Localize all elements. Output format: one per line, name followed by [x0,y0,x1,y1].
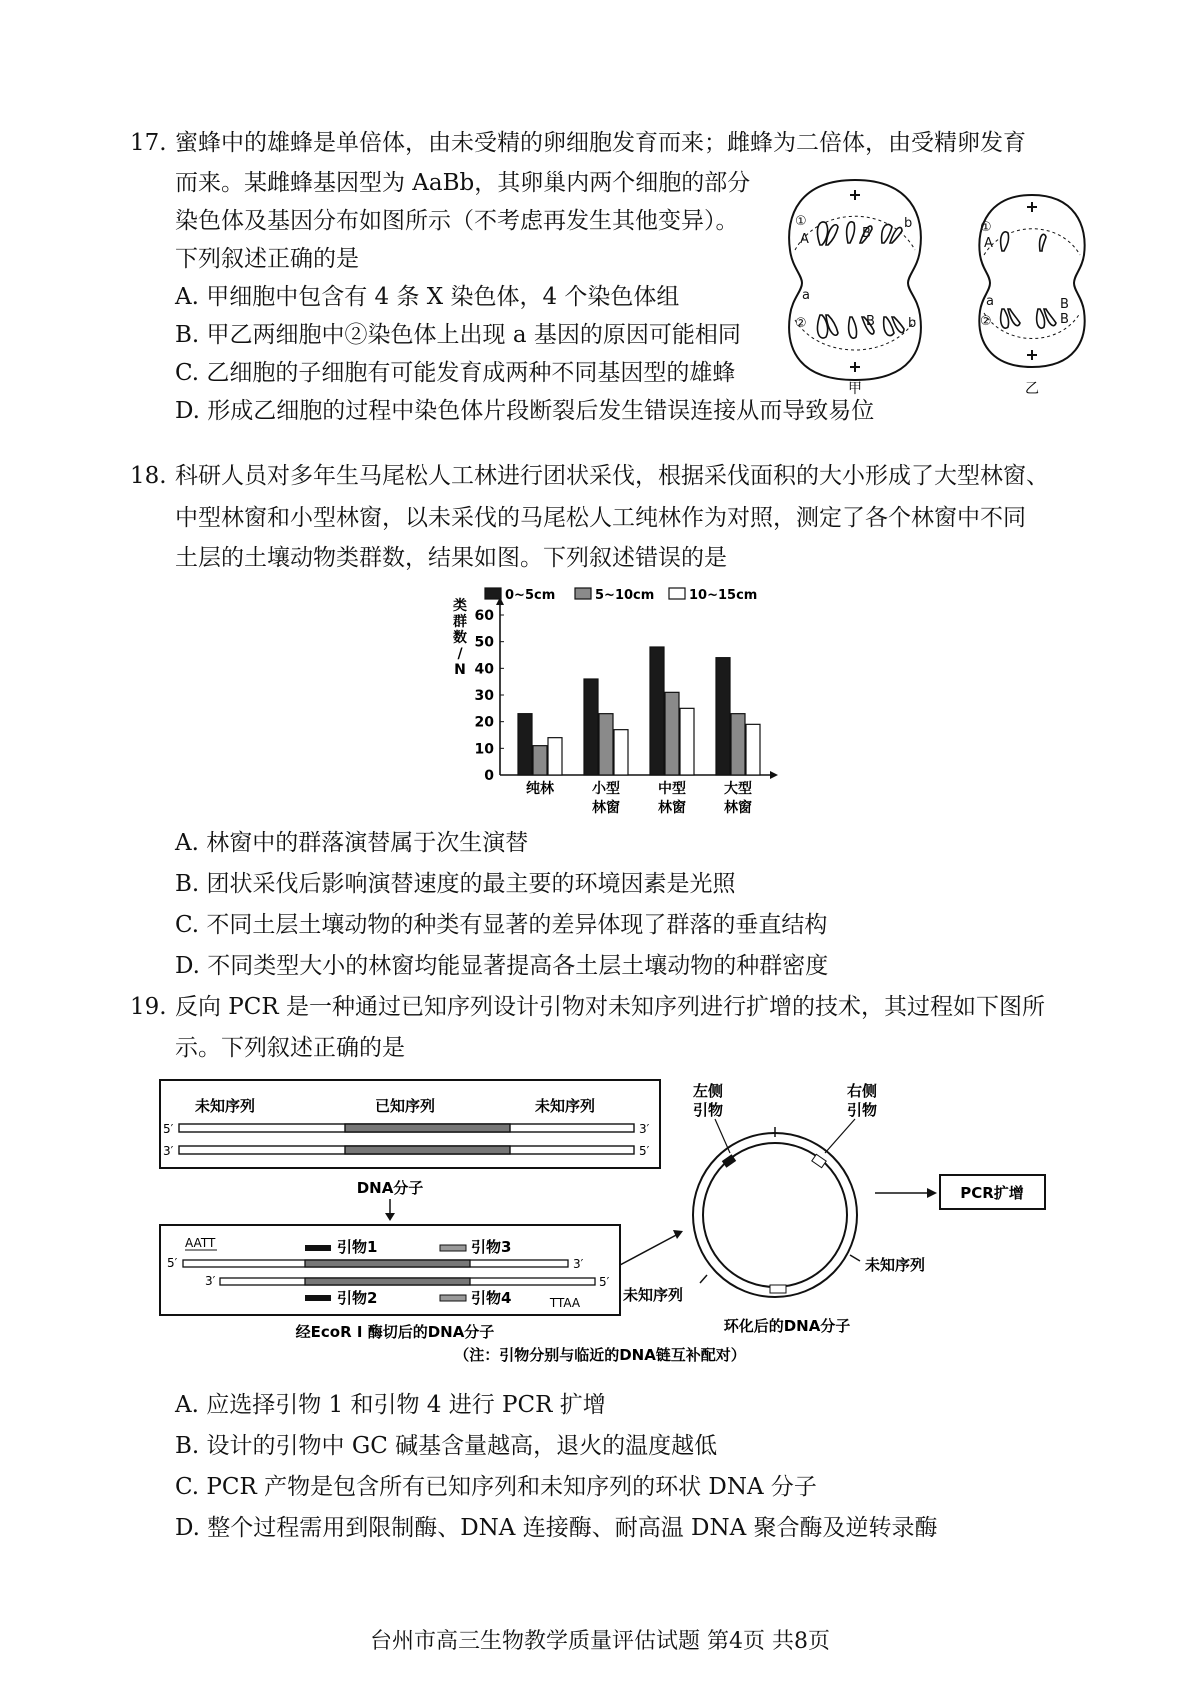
bar [665,692,679,775]
bar [533,746,547,775]
y-tick-label: 0 [484,768,494,784]
aatt-label: AATT [185,1236,216,1250]
page-footer: 台州市高三生物教学质量评估试题 第4页 共8页 [370,1629,830,1654]
primer-1-mark [305,1245,331,1251]
question-18-stem-line: 中型林窗和小型林窗，以未采伐的马尾松人工纯林作为对照，测定了各个林窗中不同 [175,505,1026,531]
x-axis-arrow [770,771,778,779]
right-primer-label-1: 右侧 [847,1082,878,1100]
unknown-seq-right-label: 未知序列 [534,1097,596,1115]
question-19-option-b: B. 设计的引物中 GC 碱基含量越高，退火的温度越低 [175,1433,718,1459]
gene-a: a [802,288,810,303]
soil-animal-bar-chart [440,580,820,820]
bar [716,658,730,775]
question-17-stem-line: 染色体及基因分布如图所示（不考虑再发生其他变异）。 [175,208,739,234]
legend-swatch [669,588,685,599]
gene-A: A [984,236,993,251]
question-17-option-a: A. 甲细胞中包含有 4 条 X 染色体，4 个染色体组 [175,284,680,310]
question-19-option-c: C. PCR 产物是包含所有已知序列和未知序列的环状 DNA 分子 [175,1474,817,1500]
cell-yi-label: 乙 [1025,381,1039,397]
primer-2-mark [305,1295,331,1301]
y-axis-label: 群 [453,614,467,630]
legend-label: 5~10cm [595,588,655,603]
gene-b: b [908,316,917,331]
question-18-stem-line: 科研人员对多年生马尾松人工林进行团状采伐，根据采伐面积的大小形成了大型林窗、 [175,463,1049,489]
question-17-number: 17. [130,130,167,156]
cell-jia-label: 甲 [848,381,862,397]
left-primer-label-1: 左侧 [693,1082,724,1100]
circular-dna-outer [693,1133,857,1297]
question-17-stem-line: 蜜蜂中的雄蜂是单倍体，由未受精的卵细胞发育而来；雌蜂为二倍体，由受精卵发育 [175,130,1026,156]
x-tick-label: 林窗 [658,800,686,816]
gene-b: b [904,216,913,231]
primer-4-mark [440,1295,466,1301]
ring-unknown-left-label: 未知序列 [623,1286,684,1304]
ring-junction [770,1285,786,1293]
question-18-option-d: D. 不同类型大小的林窗均能显著提高各土层土壤动物的种群密度 [175,953,829,979]
x-tick-label: 小型 [592,781,620,797]
left-primer-label-2: 引物 [693,1101,724,1119]
x-tick-label: 纯林 [526,781,554,797]
primer-1-label: 引物1 [337,1238,378,1256]
svg-text:5′: 5′ [163,1122,174,1136]
mark-1: ① [980,220,992,235]
cut-dna-label: 经EcoR I 酶切后的DNA分子 [295,1323,495,1341]
x-tick-label: 林窗 [592,800,620,816]
bar [614,730,628,775]
question-17-option-b: B. 甲乙两细胞中②染色体上出现 a 基因的原因可能相同 [175,322,741,348]
y-tick-label: 30 [474,688,494,704]
svg-text:3′: 3′ [205,1274,216,1288]
unknown-seq-left-label: 未知序列 [194,1097,256,1115]
bar [548,738,562,775]
question-18-number: 18. [130,463,167,489]
reverse-pcr-figure [155,1075,1075,1365]
gene-B: B [862,226,871,241]
primer-3-label: 引物3 [471,1238,512,1256]
y-tick-label: 50 [474,634,494,651]
cell-division-figure [780,175,1090,400]
svg-text:5′: 5′ [599,1275,610,1289]
y-tick-label: 10 [474,741,494,758]
known-segment [345,1124,510,1132]
gene-A: A [800,232,809,247]
right-primer-mark [812,1154,826,1167]
legend-label: 0~5cm [505,588,556,603]
ring-label: 环化后的DNA分子 [723,1317,851,1335]
y-tick-label: 40 [474,661,494,678]
bar [599,714,613,775]
y-axis-label: 数 [453,630,467,646]
ring-unknown-right-label: 未知序列 [865,1256,926,1274]
question-17-option-d: D. 形成乙细胞的过程中染色体片段断裂后发生错误连接从而导致易位 [175,398,875,424]
dna-molecule-label: DNA分子 [356,1179,424,1197]
y-tick-label: 60 [474,608,494,624]
gene-B: B [1060,312,1069,327]
question-19-stem-line: 示。下列叙述正确的是 [175,1035,405,1061]
svg-text:3′: 3′ [573,1257,584,1271]
question-17-option-c: C. 乙细胞的子细胞有可能发育成两种不同基因型的雄蜂 [175,360,736,386]
question-18-option-c: C. 不同土层土壤动物的种类有显著的差异体现了群落的垂直结构 [175,912,828,938]
question-18-stem-line: 土层的土壤动物类群数，结果如图。下列叙述错误的是 [175,545,727,571]
cell-jia-chromosomes [818,222,904,338]
question-17-stem-line: 而来。某雌蜂基因型为 AaBb，其卵巢内两个细胞的部分 [175,170,751,196]
known-seq-label: 已知序列 [374,1097,436,1115]
svg-text:5′: 5′ [167,1256,178,1270]
mark-2: ② [795,316,807,331]
svg-text:5′: 5′ [639,1144,650,1158]
bar [518,714,532,775]
gene-B: B [1060,297,1069,312]
legend-swatch [485,588,501,599]
x-tick-label: 林窗 [724,800,752,816]
question-19-stem-line: 反向 PCR 是一种通过已知序列设计引物对未知序列进行扩增的技术，其过程如下图所 [175,994,1046,1020]
svg-text:3′: 3′ [163,1144,174,1158]
mark-1: ① [795,214,807,229]
gene-a: a [986,294,994,309]
cell-yi-genes [980,220,1069,329]
y-tick-label: 20 [474,714,494,731]
question-18-option-b: B. 团状采伐后影响演替速度的最主要的环境因素是光照 [175,871,736,897]
gene-B: B [866,314,875,329]
x-tick-label: 大型 [724,781,752,797]
x-tick-label: 中型 [658,781,686,797]
primer-2-label: 引物2 [337,1289,378,1307]
right-primer-label-2: 引物 [847,1101,878,1119]
cell-yi-chromosomes [1001,232,1056,328]
question-18-option-a: A. 林窗中的群落演替属于次生演替 [175,830,529,856]
question-19-option-a: A. 应选择引物 1 和引物 4 进行 PCR 扩增 [175,1392,606,1418]
cell-jia [789,180,921,380]
cell-yi [979,195,1084,367]
bar [584,679,598,775]
pcr-label: PCR扩增 [960,1184,1024,1202]
y-axis-label: N [454,662,466,678]
primer-4-label: 引物4 [471,1289,512,1307]
legend-swatch [575,588,591,599]
mark-2: ② [980,314,992,329]
y-axis-label: / [457,646,463,662]
figure-note: （注：引物分别与临近的DNA链互补配对） [454,1346,746,1364]
legend-label: 10~15cm [689,588,758,603]
bar [650,647,664,775]
svg-text:3′: 3′ [639,1122,650,1136]
bar [680,708,694,775]
primer-3-mark [440,1245,466,1251]
y-axis-label: 类 [453,598,467,614]
question-19-option-d: D. 整个过程需用到限制酶、DNA 连接酶、耐高温 DNA 聚合酶及逆转录酶 [175,1515,938,1541]
bar [746,724,760,775]
ttaa-label: TTAA [549,1296,581,1310]
bar [731,714,745,775]
question-19-number: 19. [130,994,167,1020]
question-17-stem-line: 下列叙述正确的是 [175,246,359,272]
